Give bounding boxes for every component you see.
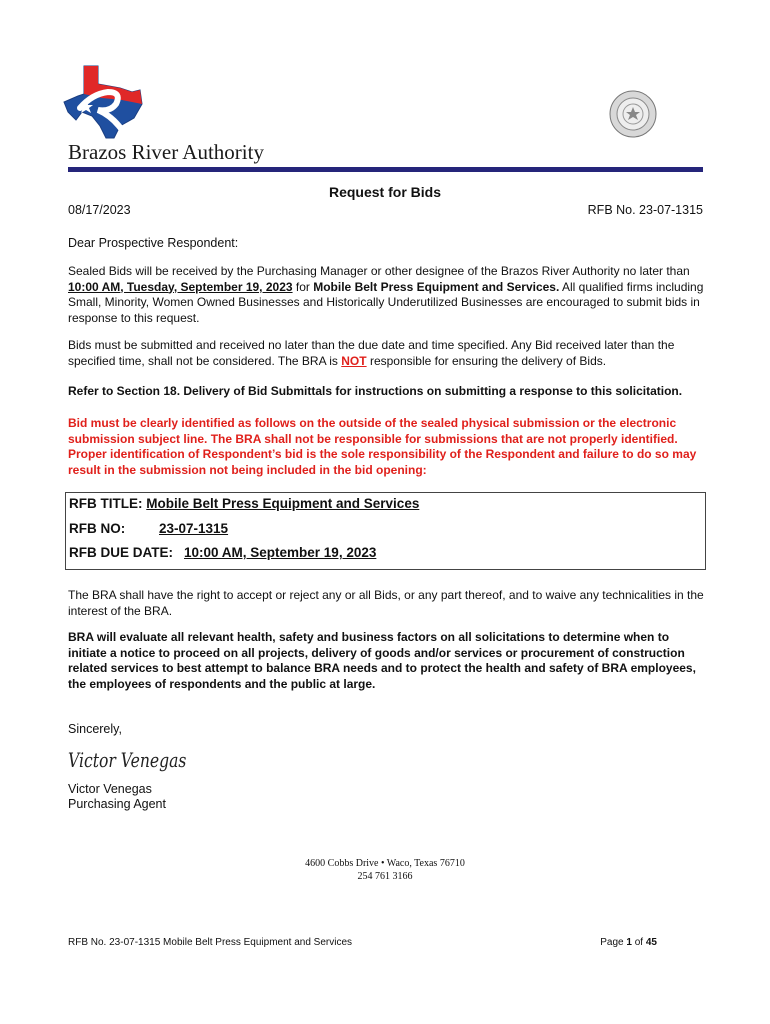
paragraph-section-ref: Refer to Section 18. Delivery of Bid Submittals for instructions on submitting a response to this solicitation. — [68, 384, 683, 398]
bra-logo-icon — [62, 64, 144, 140]
document-date: 08/17/2023 — [68, 203, 131, 217]
rfb-title-value: Mobile Belt Press Equipment and Services — [146, 496, 420, 511]
paragraph-deadline: Bids must be submitted and received no later than the due date and time specified. Any Bid received later than the specified time, shall not be considered. The BRA is NOT responsible for ensuring the delivery of Bids. — [68, 338, 675, 368]
page-indicator: Page 1 of 45 — [600, 937, 657, 948]
closing: Sincerely, — [68, 722, 122, 736]
footer-address-block — [0, 857, 770, 883]
rfb-number: RFB No. 23-07-1315 — [587, 203, 703, 217]
footer-phone: 254 761 3166 — [357, 871, 413, 882]
paragraph-rights: The BRA shall have the right to accept or reject any or all Bids, or any part thereof, and to waive any technicalities in the interest of the BRA. — [68, 588, 704, 618]
signature: Victor Venegas — [68, 748, 187, 772]
paragraph-evaluation: BRA will evaluate all relevant health, safety and business factors on all solicitations to determine when to initiate a notice to proceed on all projects, delivery of goods and/or services or procurement of construction related services to best attempt to balance BRA needs and to protect the health and safety of BRA employees, the employees of respondents and the public at large. — [68, 630, 696, 691]
not-emphasis: NOT — [341, 353, 367, 368]
rfb-due-row: RFB DUE DATE: 10:00 AM, September 19, 2023 — [69, 545, 432, 560]
signer-name: Victor Venegas — [68, 782, 152, 796]
organization-name: Brazos River Authority — [68, 140, 264, 164]
rfb-due-value: 10:00 AM, September 19, 2023 — [184, 545, 377, 560]
rfb-identification-box — [65, 492, 706, 570]
signer-title: Purchasing Agent — [68, 797, 166, 811]
state-seal-icon — [609, 90, 657, 138]
footer-address: 4600 Cobbs Drive • Waco, Texas 76710 — [305, 858, 465, 869]
paragraph-identification: Bid must be clearly identified as follows on the outside of the sealed physical submission or the electronic submission subject line. The BRA shall not be responsible for submissions that are not properly identified. Proper identification of Respondent’s bid is the sole responsibility of the Respondent and failure to do so may result in the submission not being included in the bid opening: — [68, 416, 697, 477]
page-title: Request for Bids — [328, 184, 441, 200]
paragraph-intro: Sealed Bids will be received by the Purchasing Manager or other designee of the Brazos River Authority no later than 10:00 AM, Tuesday, September 19, 2023 for Mobile Belt Press Equipment and Services. All qualified firms including Small, Minority, Women Owned Businesses and Historically Underutilized Businesses are encouraged to submit bids in response to this request. — [68, 264, 704, 325]
header-rule — [68, 167, 703, 172]
project-name: Mobile Belt Press Equipment and Services. — [313, 279, 560, 294]
rfb-no-row: RFB NO: 23-07-1315 — [69, 521, 385, 536]
rfb-title-row: RFB TITLE: Mobile Belt Press Equipment and Services — [69, 496, 420, 511]
salutation: Dear Prospective Respondent: — [68, 236, 239, 250]
rfb-no-value: 23-07-1315 — [159, 521, 229, 536]
deadline-text: 10:00 AM, Tuesday, September 19, 2023 — [68, 279, 293, 294]
footer-document-id: RFB No. 23-07-1315 Mobile Belt Press Equipment and Services — [68, 937, 353, 948]
